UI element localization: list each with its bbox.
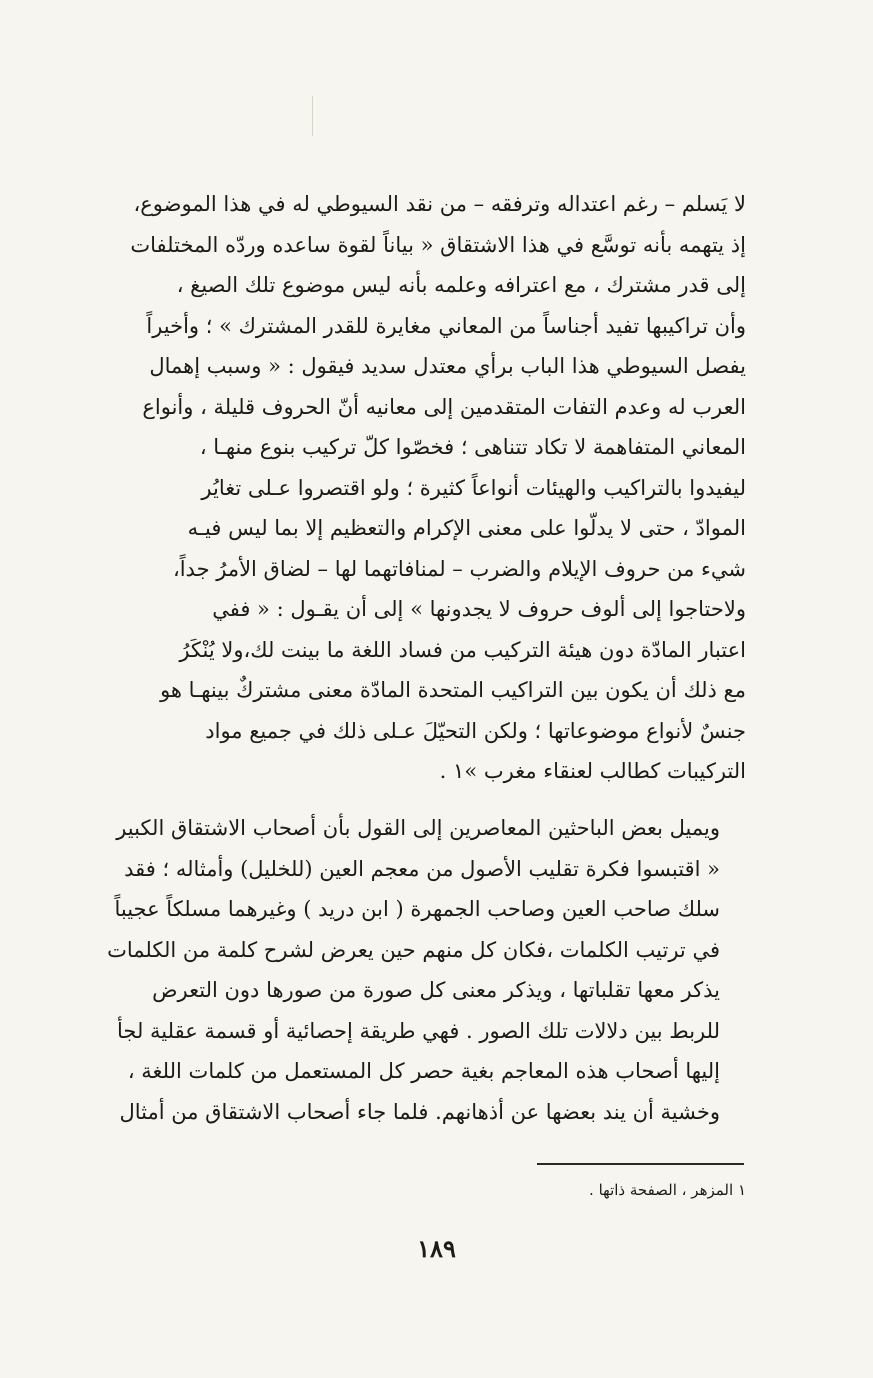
text-line: إذ يتهمه بأنه توسَّع في هذا الاشتقاق « بياناً لقوة ساعده وردّه المختلفات	[130, 232, 746, 257]
text-line: اعتبار المادّة دون هيئة التركيب من فساد اللغة ما بينت لك،ولا يُنْكَرُ	[179, 637, 746, 662]
paragraph-2	[78, 808, 746, 1132]
text-line: ولاحتاجوا إلى ألوف حروف لا يجدونها » إلى أن يقـول : « ففي	[212, 597, 746, 621]
text-line: وخشية أن يند بعضها عن أذهانهم. فلما جاء أصحاب الاشتقاق من أمثال	[119, 1099, 720, 1124]
paragraph-1	[78, 184, 746, 792]
footnote: ١ المزهر ، الصفحة ذاتها .	[589, 1181, 746, 1199]
text-line: إليها أصحاب هذه المعاجم بغية حصر كل المستعمل من كلمات اللغة ،	[127, 1059, 720, 1083]
text-line: العرب له وعدم التفات المتقدمين إلى معانيه أنّ الحروف قليلة ، وأنواع	[142, 394, 746, 419]
text-line: يفصل السيوطي هذا الباب برأي معتدل سديد فيقول : « وسبب إهمال	[149, 354, 746, 378]
page-number: ١٨٩	[417, 1234, 456, 1263]
footnote-divider	[537, 1163, 744, 1165]
text-line: يذكر معها تقلباتها ، ويذكر معنى كل صورة من صورها دون التعرض	[152, 978, 720, 1002]
text-line: « اقتبسوا فكرة تقليب الأصول من معجم العين (للخليل) وأمثاله ؛ فقد	[124, 856, 720, 881]
text-line: مع ذلك أن يكون بين التراكيب المتحدة المادّة معنى مشتركٌ بينهـا هو	[160, 678, 746, 702]
text-line: إلى قدر مشترك ، مع اعترافه وعلمه بأنه ليس موضوع تلك الصيغ ،	[176, 273, 746, 297]
text-line: للربط بين دلالات تلك الصور . فهي طريقة إحصائية أو قسمة عقلية لجأ	[117, 1018, 720, 1043]
text-line: ليفيدوا بالتراكيب والهيئات أنواعاً كثيرة ؛ ولو اقتصروا عـلى تغايُر	[201, 475, 746, 500]
text-line: ويميل بعض الباحثين المعاصرين إلى القول بأن أصحاب الاشتقاق الكبير	[116, 816, 720, 840]
text-line: لا يَسلم – رغم اعتداله وترفقه – من نقد السيوطي له في هذا الموضوع،	[133, 192, 746, 216]
text-line: في ترتيب الكلمات ،فكان كل منهم حين يعرض لشرح كلمة من الكلمات	[107, 937, 720, 962]
text-line: وأن تراكيبها تفيد أجناساً من المعاني مغايرة للقدر المشترك » ؛ وأخيراً	[146, 313, 746, 338]
text-line: شيء من حروف الإيلام والضرب – لمنافاتهما لها – لضاق الأمرُ جداً،	[172, 556, 746, 581]
text-line: الموادّ ، حتى لا يدلّوا على معنى الإكرام والتعظيم إلا بما ليس فيـه	[187, 516, 746, 540]
text-line: التركيبات كطالب لعنقاء مغرب »١ .	[439, 759, 746, 783]
binding-mark	[312, 96, 313, 136]
text-line: المعاني المتفاهمة لا تكاد تتناهى ؛ فخصّوا كلّ تركيب بنوع منهـا ،	[199, 435, 746, 459]
text-line: سلك صاحب العين وصاحب الجمهرة ( ابن دريد ) وغيرهما مسلكاً عجيباً	[114, 897, 720, 921]
text-line: جنسٌ لأنواع موضوعاتها ؛ ولكن التحيّلَ عـلى ذلك في جميع مواد	[205, 718, 746, 743]
